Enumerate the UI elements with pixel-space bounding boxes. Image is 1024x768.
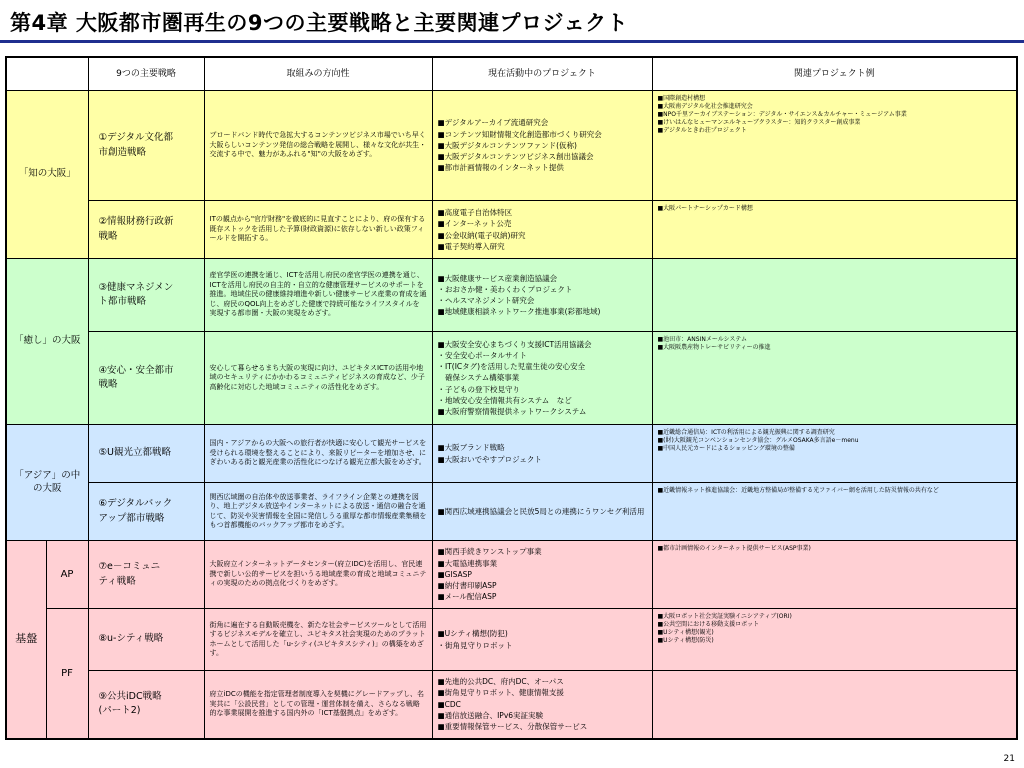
related-project-list bbox=[652, 259, 1017, 332]
strategy-name: ②情報財務行政新 戦略 bbox=[88, 201, 204, 259]
strategy-name: ③健康マネジメン ト都市戦略 bbox=[88, 259, 204, 332]
related-project-list: ■近畿総合通信局：ICTの利活用による観光振興に関する調査研究 ■(財)大阪観光コンベンションセンタ協会：グルメOSAKA多言語e－menu ■中国人民元カードによるショッピング環境の整備 bbox=[652, 425, 1017, 483]
table-row bbox=[6, 259, 1017, 332]
direction-text: 関西広域圏の自治体や放送事業者、ライフライン企業との連携を図り、地上デジタル放送やインターネットによる放送・通信の融合を通じて、防災や災害情報を全国に発信しうる重厚な都市情報産業集積をもつ首都機能のバックアップ都市をめざす。 bbox=[204, 483, 432, 541]
header-strategies: 9つの主要戦略 bbox=[88, 57, 204, 91]
table-row bbox=[6, 332, 1017, 425]
page-number: 21 bbox=[1003, 754, 1015, 764]
table-row bbox=[6, 541, 1017, 609]
project-list: ■先進的公共DC、府内DC、オーパス ■街角見守りロボット、健康情報支援 ■CDC ■通信放送融合、IPv6実証実験 ■重要情報保管サービス、分散保管サービス bbox=[432, 671, 652, 739]
title-divider bbox=[0, 40, 1024, 43]
strategy-name: ⑤U観光立都戦略 bbox=[88, 425, 204, 483]
related-project-list: ■池田市：ANSINメールシステム ■大阪阪農産物トレーサビリティーの推進 bbox=[652, 332, 1017, 425]
direction-text: 街角に遍在する自動販売機を、新たな社会サービスツールとして活用するビジネスモデルを確立し、ユビキタス社会実現のためのプラットホームとして活用した「u-シティ(ユビキタスシティ)」の構築をめざす。 bbox=[204, 609, 432, 671]
project-list: ■関西手続きワンストップ事業 ■大電協連携事業 ■GISASP ■納付書印刷ASP ■メール配信ASP bbox=[432, 541, 652, 609]
header-corner bbox=[6, 57, 88, 91]
table-row bbox=[6, 609, 1017, 671]
table-row bbox=[6, 671, 1017, 739]
strategy-name: ⑥デジタルバック アップ都市戦略 bbox=[88, 483, 204, 541]
related-project-list: ■大阪ロボット社会実証実験イニシアティブ(ORI) ■公共空間における移動支援ロボット ■Uシティ構想(観光) ■Uシティ構想(防災) bbox=[652, 609, 1017, 671]
direction-text: 大阪府立インターネットデータセンター(府立IDC)を活用し、官民連携で新しい公的サービスを担いうる地域産業の育成と地域コミュニティの実現のための拠点化づくりをめざす。 bbox=[204, 541, 432, 609]
strategy-name: ④安心・安全都市 戦略 bbox=[88, 332, 204, 425]
project-list: ■デジタルアーカイブ流通研究会 ■コンテンツ知財情報文化創造都市づくり研究会 ■大阪デジタルコンテンツファンド(仮称) ■大阪デジタルコンテンツビジネス創出協議会 ■都市計画情報のインターネット提供 bbox=[432, 91, 652, 201]
header-current-projects: 現在活動中のプロジェクト bbox=[432, 57, 652, 91]
table-row bbox=[6, 483, 1017, 541]
direction-text: 安心して暮らせるまち大阪の実現に向け、ユビキタスICTの活用や地域のセキュリティにかかわるコミュニティビジネスの育成など、少子高齢化に対応した地域コミュニティの活性化をめざす。 bbox=[204, 332, 432, 425]
direction-text: 府立iDCの機能を指定管理者制度導入を契機にグレードアップし、名実共に「公設民営」としての管理・運営体制を備え、さらなる戦略的な事業展開を推進する国内外の「ICT基盤拠点」をめざす。 bbox=[204, 671, 432, 739]
project-list: ■Uシティ構想(防犯) ・街角見守りロボット bbox=[432, 609, 652, 671]
page-title: 第4章 大阪都市圏再生の9つの主要戦略と主要関連プロジェクト bbox=[10, 11, 629, 35]
header-direction: 取組みの方向性 bbox=[204, 57, 432, 91]
project-list: ■大阪安全安心まちづくり支援ICT活用協議会 ・安全安心ポータルサイト ・IT(ICタグ)を活用した児童生徒の安心安全 確保システム構築事業 ・子どもの登下校見守り ・地域安心安全情報共有システム など ■大阪府警察情報提供ネットワークシステム bbox=[432, 332, 652, 425]
group-label-iyashi: 「癒し」の大阪 bbox=[6, 259, 88, 425]
group-label-kiban: 基盤 bbox=[6, 541, 46, 739]
related-project-list: ■近畿情報ネット推進協議会：近畿地方整備局が整備する光ファイバー網を活用した防災情報の共有など bbox=[652, 483, 1017, 541]
strategy-name: ⑦e－コミュニ ティ戦略 bbox=[88, 541, 204, 609]
group-label-chi: 「知の大阪」 bbox=[6, 91, 88, 259]
related-project-list: ■都市計画情報のインターネット提供サービス(ASP事業) bbox=[652, 541, 1017, 609]
direction-text: ブロードバンド時代で急拡大するコンテンツビジネス市場でいち早く大阪らしいコンテンツ発信の総合戦略を展開し、様々な文化が共生・交流する中で、魅力があふれる"知"の大阪をめざす。 bbox=[204, 91, 432, 201]
table-row bbox=[6, 425, 1017, 483]
project-list: ■大阪ブランド戦略 ■大阪おいでやすプロジェクト bbox=[432, 425, 652, 483]
table-row bbox=[6, 201, 1017, 259]
related-project-list: ■大阪パートナーシップカード構想 bbox=[652, 201, 1017, 259]
group-label-asia: 「アジア」の中の大阪 bbox=[6, 425, 88, 541]
header-related-projects: 関連プロジェクト例 bbox=[652, 57, 1017, 91]
table-row bbox=[6, 91, 1017, 201]
strategy-name: ⑧u-シティ戦略 bbox=[88, 609, 204, 671]
header-row bbox=[6, 57, 1017, 91]
sublabel-ap: AP bbox=[46, 541, 88, 609]
sublabel-pf: PF bbox=[46, 609, 88, 739]
direction-text: 産官学医の連携を通じ、ICTを活用し府民の産官学医の連携を通じ、ICTを活用し府民の自主的・自立的な健康管理サービスのサポートを推進。地域住民の健康維持増進や新しい健康サービス産業の育成を通じ、府民のQOL向上をめざした健康で持続可能なライフスタイルを実現する都市圏・大阪の実現をめざす。 bbox=[204, 259, 432, 332]
direction-text: ITの観点から"官庁財務"を徹底的に見直すことにより、府の保有する既存ストックを活用した予算(財政資源)に依存しない新しい政策フィールドを開拓する。 bbox=[204, 201, 432, 259]
strategy-table bbox=[5, 56, 1018, 740]
project-list: ■大阪健康サービス産業創造協議会 ・おおさか健・美わくわくプロジェクト ・ヘルスマネジメント研究会 ■地域健康相談ネットワーク推進事業(彩都地域) bbox=[432, 259, 652, 332]
strategy-name: ①デジタル文化都 市創造戦略 bbox=[88, 91, 204, 201]
direction-text: 国内・アジアからの大阪への旅行者が快適に安心して観光サービスを受けられる環境を整えることにより、来阪リピーターを増加させ、にぎわいある街と観光産業の活性化につなげる観光立都大阪をめざす。 bbox=[204, 425, 432, 483]
related-project-list: ■国際創造村構想 ■大阪南デジタル化社会推進研究会 ■NPO千里アーカイブステーション：デジタル・サイエンス＆カルチャー・ミュージアム事業 ■けいはんなヒューマンエルキューブクラスター：知的クラスター創成事業 ■デジタルときわ荘プロジェクト bbox=[652, 91, 1017, 201]
strategy-name: ⑨公共iDC戦略 (パート2) bbox=[88, 671, 204, 739]
project-list: ■関西広域連携協議会と民放5局との連携にうワンセグ利活用 bbox=[432, 483, 652, 541]
project-list: ■高度電子自治体特区 ■インターネット公売 ■公金収納(電子収納)研究 ■電子契約導入研究 bbox=[432, 201, 652, 259]
related-project-list bbox=[652, 671, 1017, 739]
